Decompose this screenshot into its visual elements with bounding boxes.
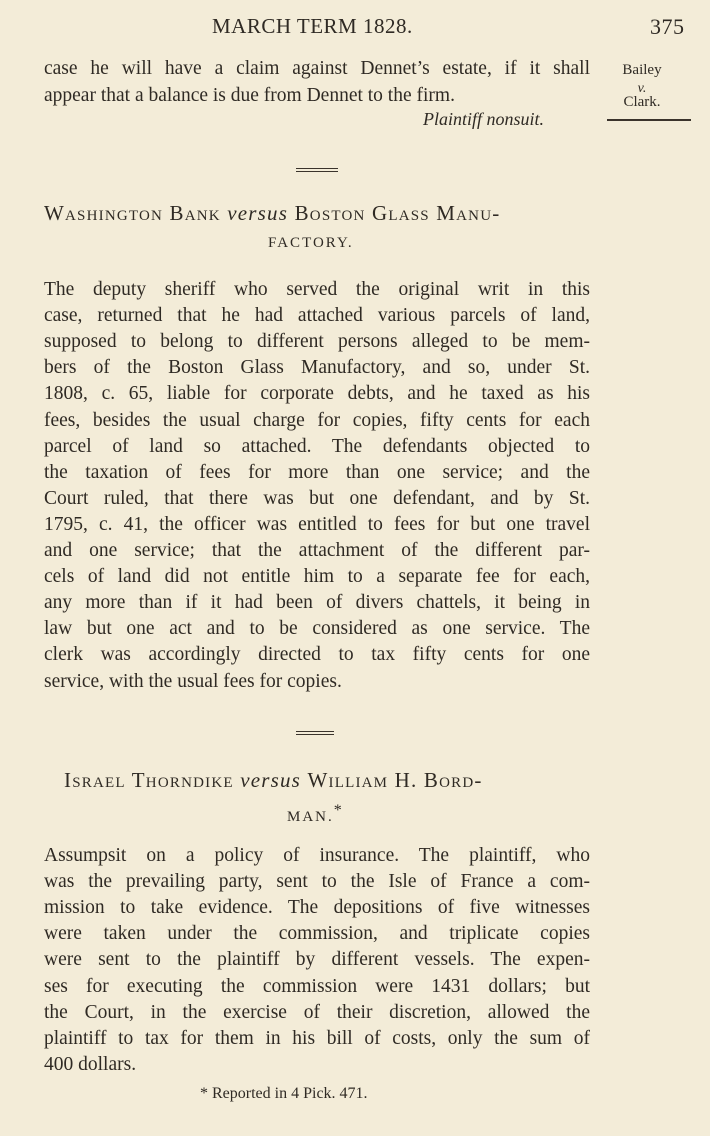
footnote: * Reported in 4 Pick. 471. xyxy=(200,1085,368,1102)
case1-plaintiff: Washington Bank xyxy=(44,201,221,225)
prev-case-result: Plaintiff nonsuit. xyxy=(423,109,545,129)
prev-case-line-2: appear that a balance is due from Dennet to the firm. xyxy=(44,85,455,106)
case2-body-line: 400 dollars. xyxy=(44,1053,137,1075)
case2-title xyxy=(64,768,483,793)
case1-body-line: The deputy sheriff who served the original writ in this xyxy=(44,279,590,300)
section-divider-1 xyxy=(296,168,338,172)
case2-body-line: Assumpsit on a policy of insurance. The plaintiff, who xyxy=(44,845,590,866)
case1-body-line: case, returned that he had attached various parcels of land, xyxy=(44,305,590,327)
case2-body-line: ses for executing the commission were 1431 dollars; but xyxy=(44,975,590,997)
case2-body-line: plaintiff to tax for them in his bill of costs, only the sum of xyxy=(44,1027,590,1049)
case1-body-line: supposed to belong to different persons alleged to be mem- xyxy=(44,331,590,353)
case2-body-line: was the prevailing party, sent to the Isle of France a com- xyxy=(44,871,590,893)
margin-rule xyxy=(607,119,691,121)
case1-defendant: Boston Glass Manu- xyxy=(294,201,501,225)
running-head: MARCH TERM 1828. xyxy=(212,14,413,38)
case1-body-line: any more than if it had been of divers chattels, it being in xyxy=(44,592,590,614)
case2-body-line: mission to take evidence. The depositions of five witnesses xyxy=(44,897,590,919)
case2-defendant: William H. Bord- xyxy=(307,768,483,792)
case2-body-line: were taken under the commission, and triplicate copies xyxy=(44,923,590,945)
case1-body-line: Court ruled, that there was but one defendant, and by St. xyxy=(44,487,590,509)
page-number: 375 xyxy=(650,14,685,39)
case2-versus: versus xyxy=(240,768,302,792)
margin-note-plaintiff: Bailey xyxy=(622,62,662,78)
footnote-marker: * xyxy=(333,802,344,819)
case1-body-line: 1795, c. 41, the officer was entitled to fees for but one travel xyxy=(44,513,590,535)
case1-body-line: law but one act and to be considered as one service. The xyxy=(44,618,590,640)
case1-body-line: bers of the Boston Glass Manufactory, and so, under St. xyxy=(44,357,590,379)
margin-note-defendant: Clark. xyxy=(623,94,661,110)
case2-title-line2 xyxy=(287,802,344,826)
case1-body-line: and one service; that the attachment of the different par- xyxy=(44,540,590,561)
margin-note-versus: v. xyxy=(637,81,647,96)
case1-title xyxy=(44,201,500,226)
case1-body-line: parcel of land so attached. The defendants objected to xyxy=(44,435,590,457)
case2-body-line: the Court, in the exercise of their discretion, allowed the xyxy=(44,1001,590,1023)
case1-title-line2: FACTORY. xyxy=(268,235,354,251)
case1-body-line: 1808, c. 65, liable for corporate debts, and he taxed as his xyxy=(44,383,590,405)
case2-title-line2-text: MAN. xyxy=(287,809,334,825)
case1-body-line: cels of land did not entitle him to a separate fee for each, xyxy=(44,566,590,588)
case1-versus: versus xyxy=(227,201,289,225)
case1-body-line: the taxation of fees for more than one service; and the xyxy=(44,461,590,483)
case2-body-line: were sent to the plaintiff by different vessels. The expen- xyxy=(44,949,590,971)
case2-plaintiff: Israel Thorndike xyxy=(64,768,234,792)
prev-case-line-1: case he will have a claim against Dennet’s estate, if it shall xyxy=(44,58,590,79)
case1-body-line: fees, besides the usual charge for copies, fifty cents for each xyxy=(44,409,590,431)
case1-body-line: clerk was accordingly directed to tax fifty cents for one xyxy=(44,644,590,666)
case1-body-line: service, with the usual fees for copies. xyxy=(44,670,342,692)
section-divider-2 xyxy=(296,731,334,735)
